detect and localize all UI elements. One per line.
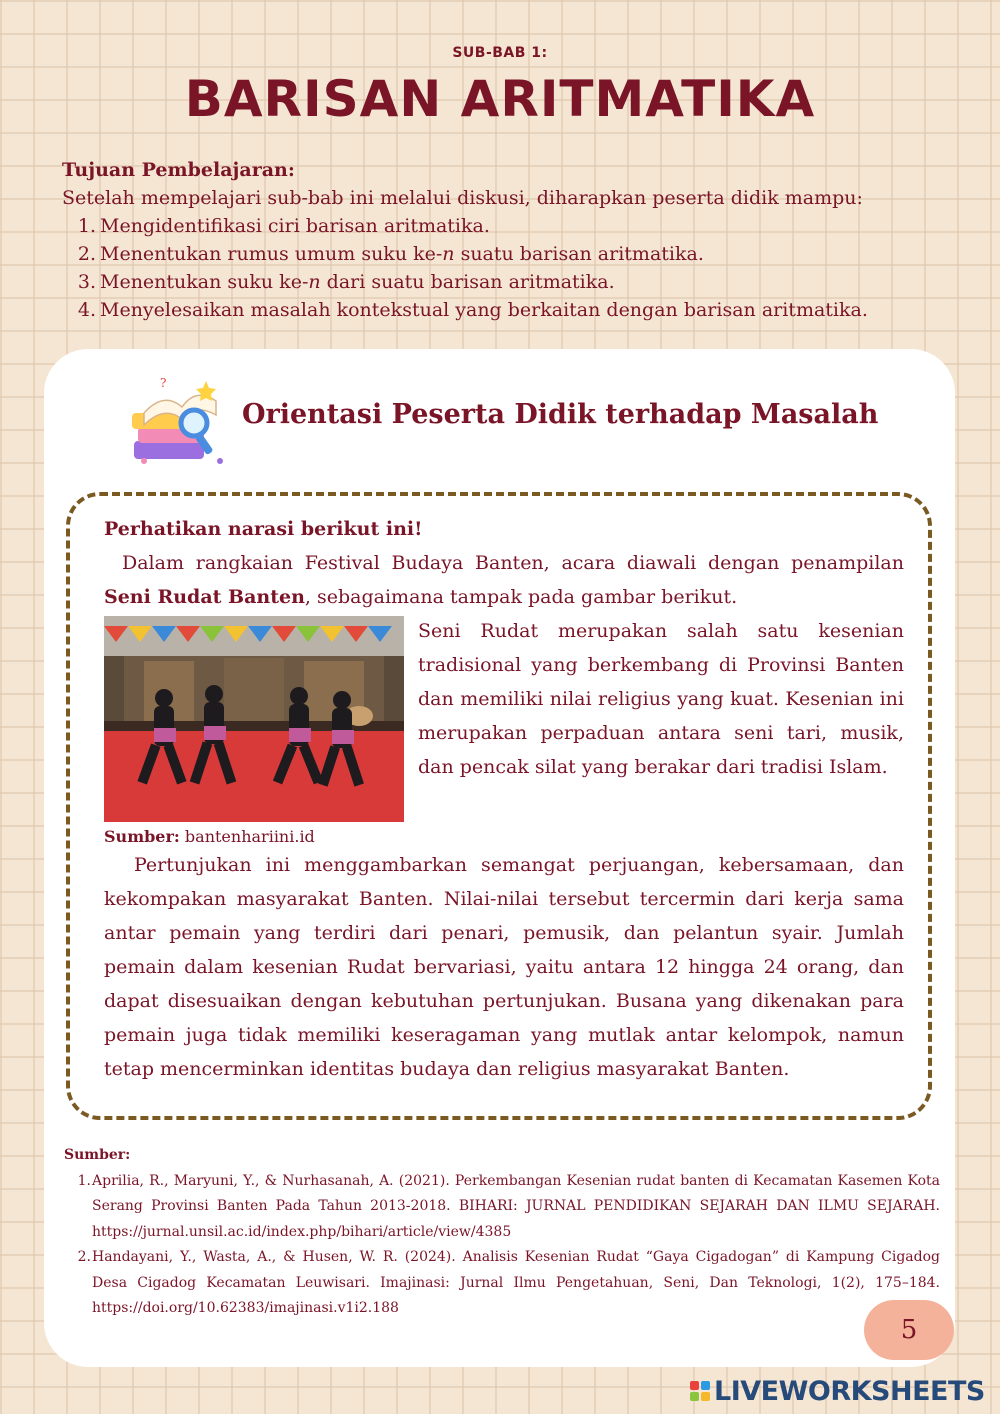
narrative-paragraph-3: Pertunjukan ini menggambarkan semangat perjuangan, kebersamaan, dan kekompakan masyarakat Banten. Nilai-nilai tersebut tercermin dari kerja sama antar pemain yang terdiri dari penari, pemusik, dan pelantun syair. Jumlah pemain dalam kesenian Rudat bervariasi, yaitu antara 12 hingga 24 orang, dan dapat disesuaikan dengan kebutuhan pertunjukan. Busana yang dikenakan para pemain juga tidak memiliki keseragaman yang mutlak antar kelompok, namun tetap mencerminkan identitas budaya dan religius masyarakat Banten. [104, 854, 904, 1080]
item-text: Menentukan suku ke-n dari suatu barisan aritmatika. [100, 271, 615, 293]
learning-objectives [62, 156, 962, 324]
item-text: Menentukan rumus umum suku ke-n suatu barisan aritmatika. [100, 243, 704, 265]
liveworksheets-brand[interactable] [690, 1374, 985, 1408]
item-number: 1. [77, 215, 96, 237]
item-number: 2. [77, 1249, 91, 1265]
list-item [64, 1245, 940, 1322]
objectives-heading: Tujuan Pembelajaran: [62, 159, 295, 181]
narrative-heading: Perhatikan narasi berikut ini! [104, 518, 423, 540]
list-item [62, 212, 962, 240]
item-text: Aprilia, R., Maryuni, Y., & Nurhasanah, A. (2021). Perkembangan Kesenian rudat banten di Kecamatan Kasemen Kota Serang Provinsi Banten Pada Tahun 2013-2018. BIHARI: JURNAL PENDIDIKAN SEJARAH DAN ILMU SEJARAH. https://jurnal.unsil.ac.id/index.php/bihari/article/view/4385 [92, 1172, 940, 1240]
item-number: 3. [77, 271, 96, 293]
narrative-paragraph-1: Dalam rangkaian Festival Budaya Banten, acara diawali dengan penampilan Seni Rudat Banten, sebagaimana tampak pada gambar berikut. [104, 552, 904, 608]
page-number-badge: 5 [864, 1300, 954, 1360]
content-card [44, 349, 955, 1367]
objectives-intro: Setelah mempelajari sub-bab ini melalui diskusi, diharapkan peserta didik mampu: [62, 187, 863, 209]
liveworksheets-logo-icon [690, 1381, 710, 1401]
sub-bab-label: SUB-BAB 1: [452, 45, 548, 61]
item-text: Handayani, Y., Wasta, A., & Husen, W. R. (2024). Analisis Kesenian Rudat “Gaya Cigadogan” di Kampung Cigadog Desa Cigadog Kecamatan Leuwisari. Imajinasi: Jurnal Ilmu Pengetahuan, Seni, Dan Teknologi, 1(2), 175–184. https://doi.org/10.62383/imajinasi.v1i2.188 [92, 1249, 940, 1316]
objectives-list [62, 212, 962, 324]
books-magnifier-icon [124, 371, 234, 481]
photo-caption: Sumber: bantenhariini.id [104, 827, 315, 846]
rudat-performance-image [104, 616, 404, 822]
rudat-photo [104, 616, 404, 822]
list-item [62, 268, 962, 296]
list-item [64, 1169, 940, 1246]
page-title: BARISAN ARITMATIKA [184, 70, 816, 128]
item-number: 1. [77, 1172, 91, 1189]
item-number: 2. [77, 243, 96, 265]
item-text: Mengidentifikasi ciri barisan aritmatika. [100, 215, 490, 237]
list-item [62, 240, 962, 268]
item-text: Menyelesaikan masalah kontekstual yang berkaitan dengan barisan aritmatika. [100, 299, 868, 321]
sources-heading: Sumber: [64, 1147, 131, 1163]
brand-name: LIVEWORKSHEETS [714, 1375, 985, 1407]
sources-list [64, 1169, 940, 1322]
sources-section [64, 1143, 940, 1322]
narrative-box [66, 492, 932, 1120]
narrative-content [104, 512, 904, 1086]
svg-text:?: ? [160, 376, 167, 390]
narrative-paragraph-2: Seni Rudat merupakan salah satu kesenian tradisional yang berkembang di Provinsi Banten dan memiliki nilai religius yang kuat. Kesenian ini merupakan perpaduan antara seni tari, musik, dan pencak silat yang berakar dari tradisi Islam. [418, 620, 904, 778]
item-number: 4. [77, 299, 96, 321]
list-item [62, 296, 962, 324]
orientation-title: Orientasi Peserta Didik terhadap Masalah [242, 399, 879, 430]
